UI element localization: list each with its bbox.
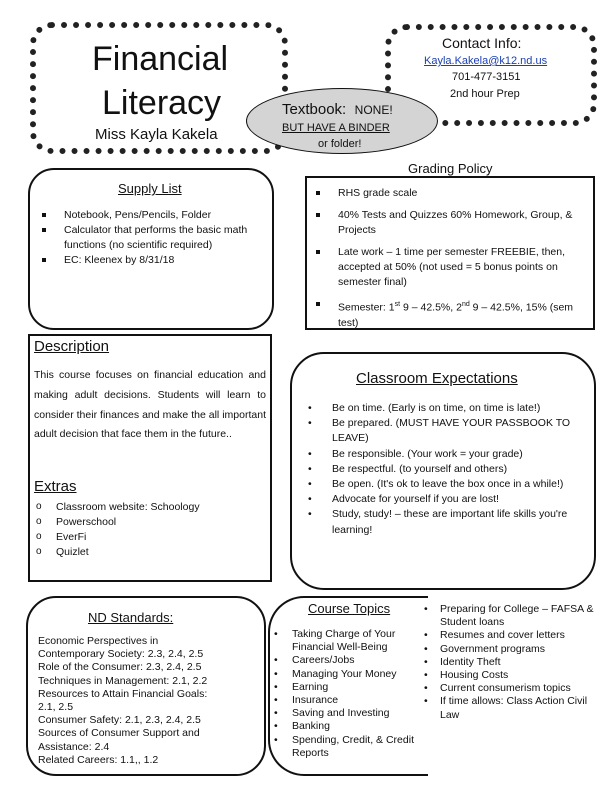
description-heading: Description <box>34 338 110 355</box>
grading-item: RHS grade scale <box>312 186 590 201</box>
topic-item: • Resumes and cover letters <box>418 629 598 642</box>
course-title-line2: Literacy <box>102 84 222 122</box>
course-title-line1: Financial <box>92 40 229 78</box>
standards-line: Assistance: 2.4 <box>38 740 110 753</box>
expectation-item: • Study, study! – these are important life skills you're learning! <box>302 507 586 537</box>
expectations-list <box>302 401 586 538</box>
extras-item: o EverFi <box>34 530 264 545</box>
expectations-heading: Classroom Expectations <box>356 370 518 387</box>
topic-item: • Preparing for College – FAFSA & Student loans <box>418 603 598 629</box>
topics-list-left <box>268 628 426 760</box>
contact-phone: 701-477-3151 <box>452 71 521 83</box>
textbook-label: Textbook: <box>282 101 347 118</box>
supply-list <box>38 208 264 268</box>
contact-heading: Contact Info: <box>442 35 522 51</box>
topic-item: • Banking <box>268 720 426 733</box>
topic-item: • If time allows: Class Action Civil Law <box>418 695 598 721</box>
grading-item: 40% Tests and Quizzes 60% Homework, Group, & Projects <box>312 208 590 238</box>
standards-line: Economic Perspectives in <box>38 635 159 647</box>
topic-item: • Current consumerism topics <box>418 682 598 695</box>
standards-line: Contemporary Society: 2.3, 2.4, 2.5 <box>38 648 204 661</box>
grading-list <box>312 186 590 331</box>
topic-item: • Saving and Investing <box>268 707 426 720</box>
semester-suffix: 9 – 42.5%, 15% (sem test) <box>338 301 574 329</box>
topic-item: • Identity Theft <box>418 656 598 669</box>
expectation-item: • Be prepared. (MUST HAVE YOUR PASSBOOK TO LEAVE) <box>302 416 586 446</box>
standards-list <box>38 635 262 767</box>
textbook-line2: BUT HAVE A BINDER <box>282 122 390 134</box>
expectation-item: • Be responsible. (Your work = your grade) <box>302 447 586 462</box>
description-text: This course focuses on financial education and making adult decisions. Students will learn to consider their finances and make the all important adult decision that face them in the future.. <box>34 369 266 441</box>
contact-email[interactable]: Kayla.Kakela@k12.nd.us <box>424 55 548 67</box>
semester-prefix: Semester: 1 <box>338 301 395 314</box>
teacher-name: Miss Kayla Kakela <box>95 126 218 143</box>
topic-item: • Managing Your Money <box>268 668 426 681</box>
topic-item: • Spending, Credit, & Credit Reports <box>268 734 426 760</box>
topic-item: • Careers/Jobs <box>268 654 426 667</box>
topic-item: • Taking Charge of Your Financial Well-Being <box>268 628 426 654</box>
expectation-item: • Be respectful. (to yourself and others) <box>302 462 586 477</box>
grading-item-semester <box>312 297 590 331</box>
grading-item: Late work – 1 time per semester FREEBIE, then, accepted at 50% (not used = 5 bonus points on semester final) <box>312 245 590 290</box>
standards-line: Resources to Attain Financial Goals: <box>38 687 208 700</box>
expectation-item: • Advocate for yourself if you are lost! <box>302 492 586 507</box>
standards-line: Role of the Consumer: 2.3, 2.4, 2.5 <box>38 661 202 674</box>
supply-item: Notebook, Pens/Pencils, Folder <box>38 208 264 223</box>
topic-item: • Insurance <box>268 694 426 707</box>
expectation-item: • Be open. (It's ok to leave the box once in a while!) <box>302 477 586 492</box>
standards-line: Consumer Safety: 2.1, 2.3, 2.4, 2.5 <box>38 714 201 727</box>
extras-item: o Powerschool <box>34 515 264 530</box>
topic-item: • Government programs <box>418 643 598 656</box>
standards-line: Techniques in Management: 2.1, 2.2 <box>38 674 208 687</box>
expectation-item: • Be on time. (Early is on time, on time is late!) <box>302 401 586 416</box>
textbook-none: NONE! <box>354 103 393 117</box>
topic-item: • Housing Costs <box>418 669 598 682</box>
extras-heading: Extras <box>34 478 77 495</box>
extras-item: o Quizlet <box>34 545 264 560</box>
standards-line: Related Careers: 1.1,, 1.2 <box>38 753 159 766</box>
supply-heading: Supply List <box>118 181 182 196</box>
extras-item: o Classroom website: Schoology <box>34 500 264 515</box>
textbook-line1 <box>282 101 393 119</box>
semester-sup2: nd <box>461 301 470 308</box>
semester-mid: 9 – 42.5%, 2 <box>400 301 462 314</box>
supply-item: Calculator that performs the basic math functions (no scientific required) <box>38 223 264 253</box>
topics-list-right <box>418 603 598 722</box>
standards-line: Sources of Consumer Support and <box>38 727 200 740</box>
semester-sup1: st <box>394 301 401 308</box>
topics-heading: Course Topics <box>308 601 391 616</box>
extras-list <box>34 500 264 560</box>
grading-heading: Grading Policy <box>408 161 493 176</box>
textbook-line3: or folder! <box>318 138 362 150</box>
topic-item: • Earning <box>268 681 426 694</box>
standards-heading: ND Standards: <box>88 610 174 625</box>
supply-item: EC: Kleenex by 8/31/18 <box>38 253 264 268</box>
contact-period: 2nd hour Prep <box>450 88 520 100</box>
standards-line: 2.1, 2.5 <box>38 701 74 714</box>
